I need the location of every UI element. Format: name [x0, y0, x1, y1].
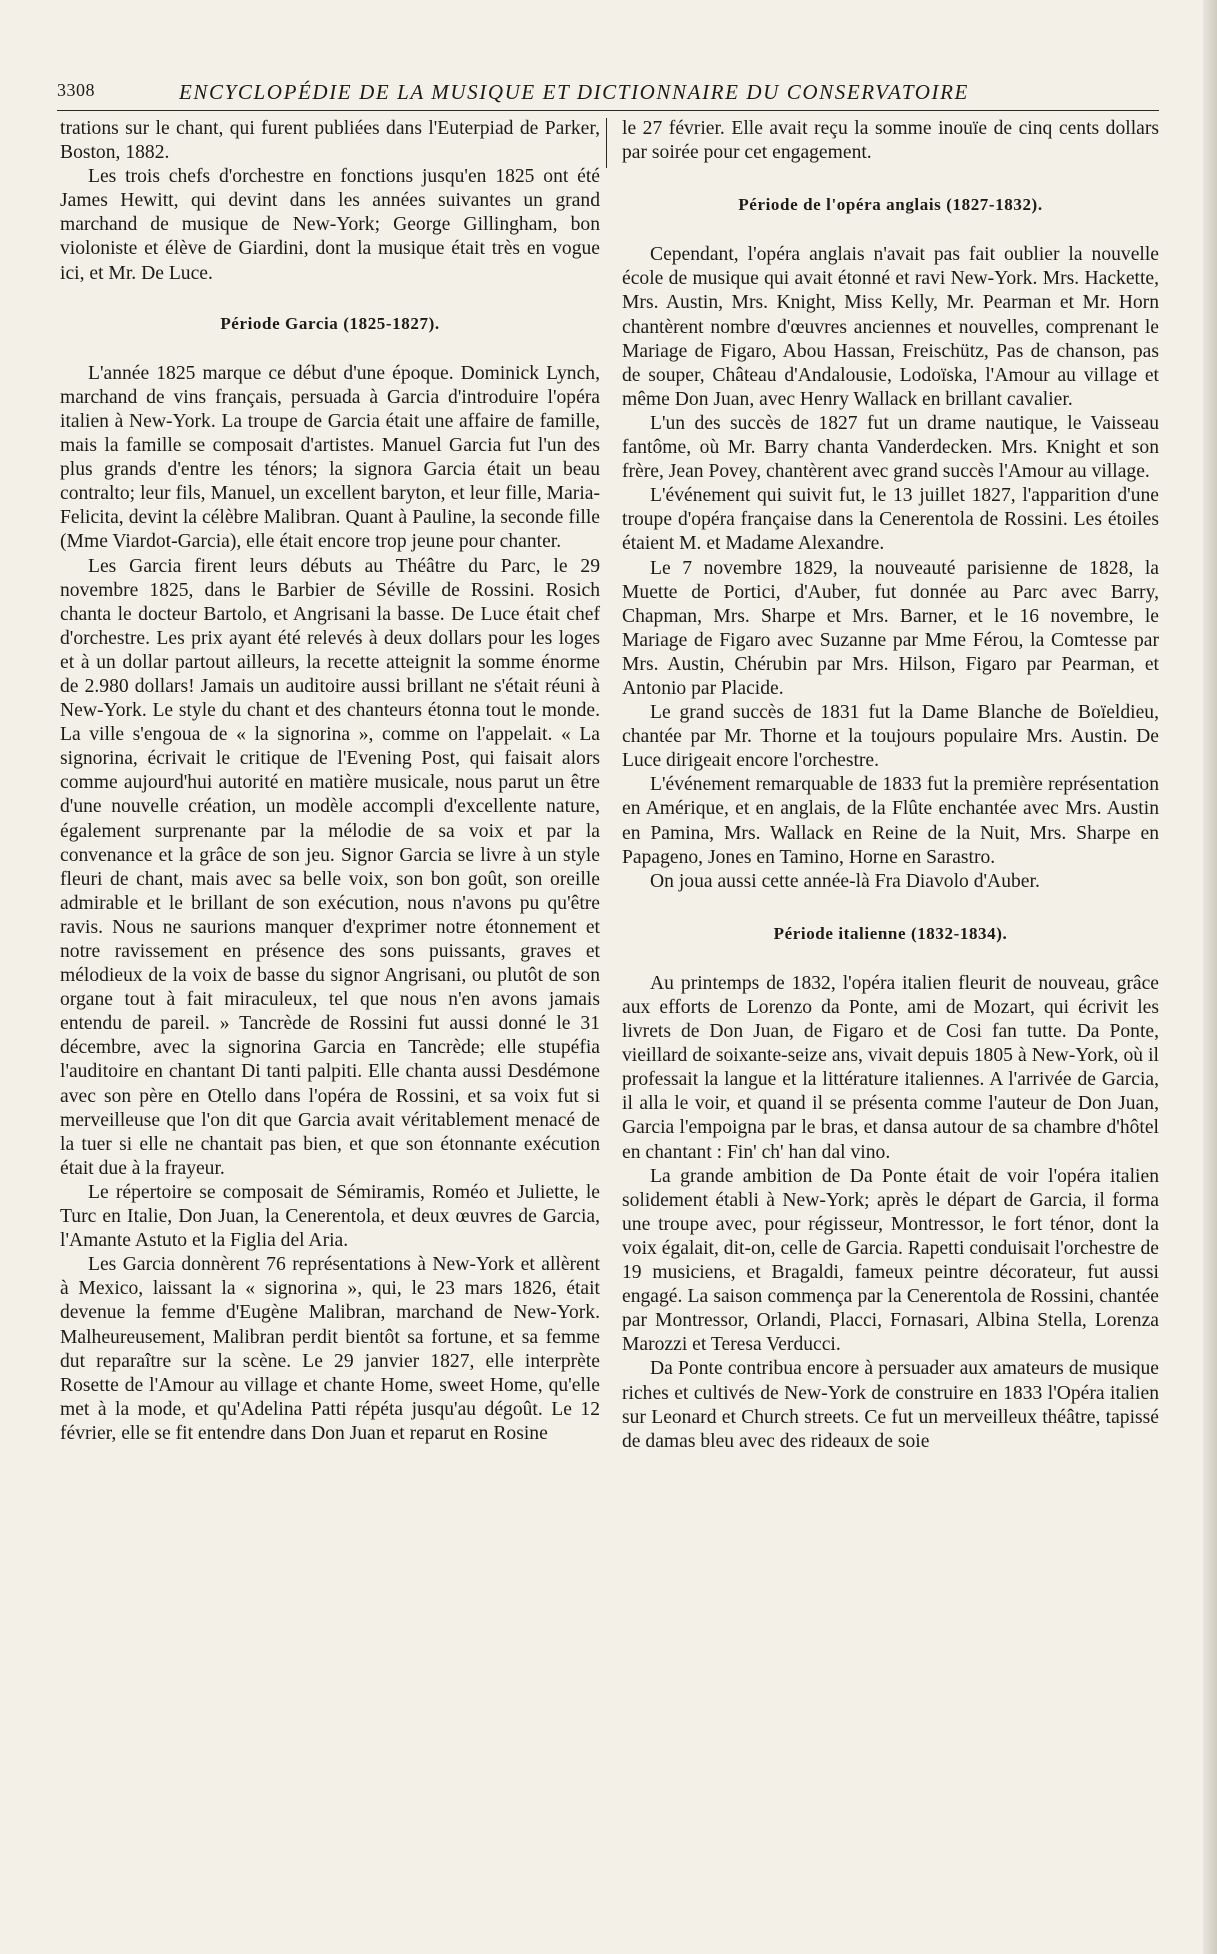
section-heading-italienne: Période italienne (1832-1834).: [773, 923, 1008, 943]
running-head: [57, 80, 1157, 108]
paragraph: La grande ambition de Da Ponte était de voir l'opéra italien solidement établi à New-York; après le départ de Garcia, il forma une troupe avec, pour régisseur, Montressor, le fort ténor, dont la voix égalait, dit-on, celle de Garcia. Rapetti conduisait l'orchestre de 19 musiciens, et Bragaldi, fameux peintre décorateur, fut aussi engagé. La saison commença par la Cenerentola de Rossini, chantée par Montressor, Orlandi, Placci, Fornasari, Albina Stella, Lorenza Marozzi et Teresa Verducci.: [622, 1165, 1159, 1356]
paragraph: Au printemps de 1832, l'opéra italien fleurit de nouveau, grâce aux efforts de Lorenzo da Ponte, ami de Mozart, qui écrivit les livrets de Don Juan, de Figaro et de Cosi fan tutte. Da Ponte, vieillard de soixante-seize ans, vivait depuis 1805 à New-York, où il professait la langue et la littérature italiennes. A l'arrivée de Garcia, il alla le voir, et quand il se présenta comme l'auteur de Don Juan, Garcia l'empoigna par le bras, et dansa autour de sa chambre d'hôtel en chantant : Fin' ch' han dal vino.: [622, 972, 1159, 1163]
section-heading-opera-anglais: Période de l'opéra anglais (1827-1832).: [738, 195, 1043, 215]
running-title: ENCYCLOPÉDIE DE LA MUSIQUE ET DICTIONNAIRE DU CONSERVATOIRE: [179, 80, 969, 104]
paragraph: L'un des succès de 1827 fut un drame nautique, le Vaisseau fantôme, où Mr. Barry chanta Vanderdecken. Mrs. Knight et son frère, Jean Povey, chantèrent avec grand succès l'Amour au village.: [622, 412, 1159, 483]
right-column: [622, 117, 1159, 1454]
page-number: 3308: [57, 80, 95, 100]
paragraph: Les Garcia donnèrent 76 représentations à New-York et allèrent à Mexico, laissant la « signorina », qui, le 23 mars 1826, était devenue la femme d'Eugène Malibran, marchand de New-York. Malheureusement, Malibran perdit bientôt sa fortune, et sa femme dut reparaître sur la scène. Le 29 janvier 1827, elle interprète Rosette de l'Amour au village et chante Home, sweet Home, qu'elle met à la mode, et qu'Adelina Patti répéta jusqu'au dégoût. Le 12 février, elle se fit entendre dans Don Juan et reparut en Rosine: [60, 1254, 600, 1444]
paragraph: Les Garcia firent leurs débuts au Théâtre du Parc, le 29 novembre 1825, dans le Barbier de Séville de Rossini. Rosich chanta le docteur Bartolo, et Angrisani la basse. De Luce était chef d'orchestre. Les prix ayant été relevés à deux dollars pour les loges et à un dollar partout ailleurs, la recette atteignit la somme énorme de 2.980 dollars! Jamais un auditoire aussi brillant ne s'était réuni à New-York. Le style du chant et des chanteurs étonna tout le monde. La ville s'engoua de « la signorina », comme on l'appelait. « La signorina, écrivait le critique de l'Evening Post, qui faisait alors comme aujourd'hui autorité en matière musicale, nous parut un être d'une nouvelle création, un modèle accompli d'excellente nature, également surprenante par la mélodie de sa voix et par la convenance et la grâce de son jeu. Signor Garcia se livre à un style fleuri de chant, mais avec sa belle voix, son bon goût, son oreille admirable et le brillant de son exécution, nous n'avons pu qu'être ravis. Nous ne saurions manquer d'exprimer notre étonnement et notre ravissement en présence des sons puissants, graves et mélodieux de la voix de basse du signor Angrisani, ou plutôt de son organe tout à fait miraculeux, tel que nous n'en avons jamais entendu de pareil. » Tancrède de Rossini fut aussi donné le 31 décembre, avec la signorina Garcia en Tancrède; elle stupéfia l'auditoire en chantant Di tanti palpiti. Elle chanta aussi Desdémone avec son père en Otello dans l'opéra de Rossini, et sa voix fut si merveilleuse que l'on dit que Garcia avait véritablement menacé de la tuer si elle ne chantait pas bien, et que son étonnante exécution était due à la frayeur.: [60, 555, 600, 1179]
paragraph: le 27 février. Elle avait reçu la somme inouïe de cinq cents dollars par soirée pour cet engagement.: [622, 118, 1159, 164]
paragraph: Le 7 novembre 1829, la nouveauté parisienne de 1828, la Muette de Portici, d'Auber, fut donnée au Parc avec Barry, Chapman, Mrs. Sharpe et Mrs. Barner, et le 16 novembre, le Mariage de Figaro avec Suzanne par Mme Férou, la Comtesse par Mrs. Austin, Chérubin par Mrs. Hilson, Figaro par Pearman, et Antonio par Placide.: [622, 557, 1159, 699]
page-edge: [1203, 0, 1217, 1954]
paragraph: Da Ponte contribua encore à persuader aux amateurs de musique riches et cultivés de New-York de construire en 1833 l'Opéra italien sur Leonard et Church streets. Ce fut un merveilleux théâtre, tapissé de damas bleu avec des rideaux de soie: [622, 1358, 1159, 1452]
column-divider: [606, 118, 607, 168]
paragraph: L'année 1825 marque ce début d'une époque. Dominick Lynch, marchand de vins français, persuada à Garcia d'introduire l'opéra italien à New-York. La troupe de Garcia était une affaire de famille, mais la famille se composait d'artistes. Manuel Garcia fut l'un des plus grands d'entre les ténors; la signora Garcia était un beau contralto; leur fils, Manuel, un excellent baryton, et leur fille, Maria-Felicita, devint la célèbre Malibran. Quant à Pauline, la seconde fille (Mme Viardot-Garcia), elle était encore trop jeune pour chanter.: [60, 362, 600, 553]
paragraph: Cependant, l'opéra anglais n'avait pas fait oublier la nouvelle école de musique qui avait étonné et ravi New-York. Mrs. Hackette, Mrs. Austin, Mrs. Knight, Miss Kelly, Mr. Pearman et Mr. Horn chantèrent nombre d'œuvres anciennes et nouvelles, comprenant le Mariage de Figaro, Abou Hassan, Freischütz, Pas de chanson, pas de souper, Château d'Andalousie, Lodoïska, l'Amour au village et même Don Juan, avec Henry Wallack en brillant cavalier.: [622, 244, 1159, 410]
paragraph: Le répertoire se composait de Sémiramis, Roméo et Juliette, le Turc en Italie, Don Juan, la Cenerentola, et deux œuvres de Garcia, l'Amante Astuto et la Figlia del Aria.: [60, 1181, 600, 1252]
paragraph: On joua aussi cette année-là Fra Diavolo d'Auber.: [650, 870, 1040, 892]
left-column: [60, 117, 600, 1446]
paragraph: trations sur le chant, qui furent publiées dans l'Euterpiad de Parker, Boston, 1882.: [60, 118, 600, 164]
header-rule: [57, 110, 1159, 111]
section-heading-garcia: Période Garcia (1825-1827).: [220, 313, 440, 333]
paragraph: Le grand succès de 1831 fut la Dame Blanche de Boïeldieu, chantée par Mr. Thorne et la toujours populaire Mrs. Austin. De Luce dirigeait encore l'orchestre.: [622, 702, 1159, 772]
paragraph: L'événement qui suivit fut, le 13 juillet 1827, l'apparition d'une troupe d'opéra française dans la Cenerentola de Rossini. Les étoiles étaient M. et Madame Alexandre.: [622, 485, 1159, 555]
paragraph: Les trois chefs d'orchestre en fonctions jusqu'en 1825 ont été James Hewitt, qui devint dans les années suivantes un grand marchand de musique de New-York; George Gillingham, bon violoniste et élève de Giardini, dont la musique était très en vogue ici, et Mr. De Luce.: [60, 166, 600, 284]
paragraph: L'événement remarquable de 1833 fut la première représentation en Amérique, et en anglais, de la Flûte enchantée avec Mrs. Austin en Pamina, Mrs. Wallack en Reine de la Nuit, Mrs. Sharpe en Papageno, Jones en Tamino, Horne en Sarastro.: [622, 774, 1159, 868]
